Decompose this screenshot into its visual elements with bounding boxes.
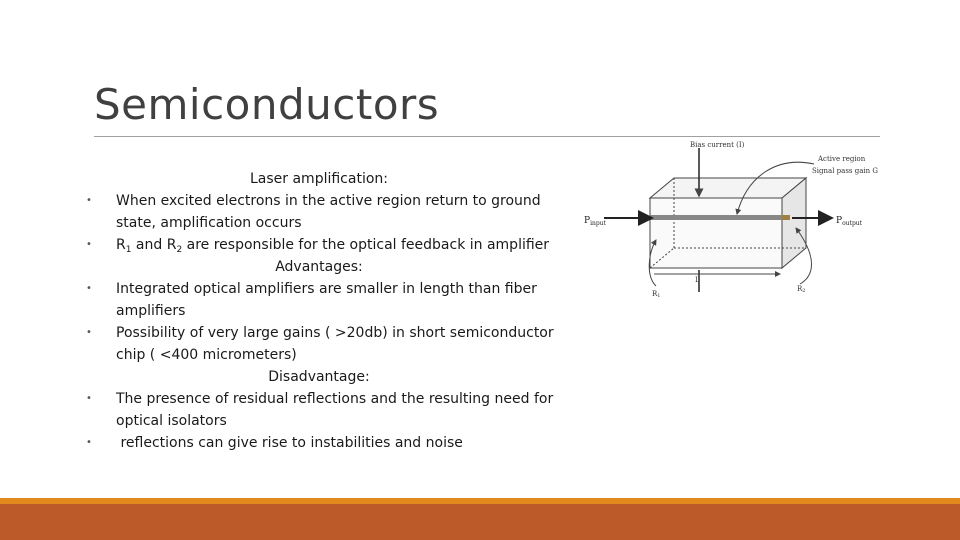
- bullet-text: When excited electrons in the active region return to ground state, amplification occurs: [116, 193, 541, 231]
- slide-body: [84, 168, 554, 454]
- amplifier-diagram-svg: [582, 136, 882, 306]
- output-facet: [782, 215, 790, 220]
- bullet-text: Integrated optical amplifiers are smaller in length than fiber amplifiers: [116, 281, 537, 319]
- bullet-item: [84, 190, 554, 234]
- chip-box: [650, 178, 806, 268]
- bullet-text-rest: are responsible for the optical feedback in amplifier: [182, 237, 550, 253]
- gain-label: Signal pass gain G: [812, 167, 878, 175]
- bullet-icon: •: [86, 393, 92, 404]
- bullet-icon: •: [86, 327, 92, 338]
- bullet-icon: •: [86, 283, 92, 294]
- bullet-text: Possibility of very large gains ( >20db) in short semiconductor chip ( <400 micrometers): [116, 325, 554, 363]
- r1-label: R1: [652, 290, 661, 299]
- p-input-label: $P_{input}$: [584, 216, 606, 227]
- bias-current-label: Bias current (I): [690, 141, 745, 149]
- bullet-text: The presence of residual reflections and the resulting need for optical isolators: [116, 391, 554, 429]
- active-region-label: Active region: [818, 155, 866, 163]
- r2-label: R2: [797, 285, 806, 294]
- slide-title: Semiconductors: [94, 80, 440, 129]
- subscript-1: 1: [125, 245, 132, 255]
- bullet-text: reflections can give rise to instabilities and noise: [116, 435, 463, 451]
- bullet-icon: •: [86, 239, 92, 250]
- bullet-icon: •: [86, 195, 92, 206]
- p-output-label: $P_{output}$: [836, 216, 863, 227]
- subscript-2: 2: [176, 245, 183, 255]
- bullet-item: [84, 278, 554, 322]
- bullet-item: [84, 322, 554, 366]
- length-label: L: [695, 276, 700, 284]
- bullet-item: [84, 234, 554, 256]
- amplifier-diagram: [582, 136, 882, 306]
- heading-disadvantage: Disadvantage:: [268, 369, 370, 385]
- bullet-text-mid: and R: [131, 237, 177, 253]
- heading-laser-amplification: Laser amplification:: [249, 171, 388, 187]
- active-region-stripe: [650, 215, 788, 220]
- bullet-icon: •: [86, 437, 92, 448]
- bullet-item: [84, 388, 554, 432]
- heading-advantages: Advantages:: [275, 259, 363, 275]
- bullet-text-r1: R: [116, 237, 126, 253]
- bullet-item: [84, 432, 554, 454]
- footer-bar: [0, 504, 960, 540]
